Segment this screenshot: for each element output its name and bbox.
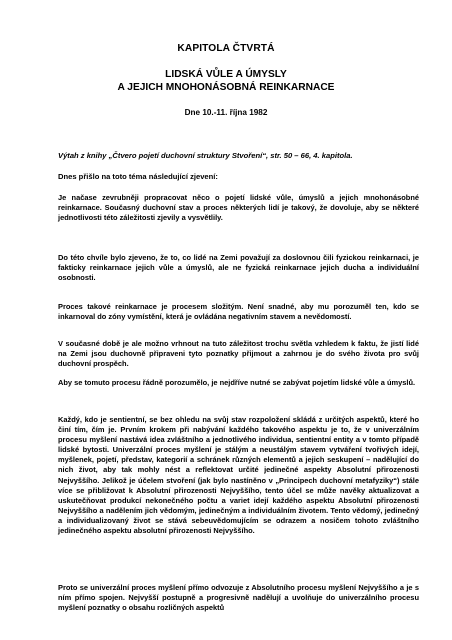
chapter-heading: KAPITOLA ČTVRTÁ <box>177 43 275 54</box>
paragraph-1: Je načase zevrubněji propracovat něco o pojetí lidské vůle, úmyslů a jejich mnohonásobné reinkarnace. Současný duchovní stav a proces některých lidí je takový, že dovoluje, aby se některé jednotlivosti této záležitosti zjevily a vysvětlily. <box>58 193 419 223</box>
paragraph-2: Do této chvíle bylo zjeveno, že to, co lidé na Zemi považují za doslovnou čili fyzickou reinkarnaci, je fakticky reinkarnace jejich vůle a úmyslů, ale ne fyzická reinkarnace jejich ducha a individuální osobnosti. <box>58 253 419 283</box>
paragraph-3: Proces takové reinkarnace je procesem složitým. Není snadné, aby mu porozuměl ten, kdo se inkarnoval do zóny vymístění, která je ovládána negativním stavem a nevědomostí. <box>58 302 419 322</box>
date-line: Dne 10.-11. října 1982 <box>184 108 268 117</box>
paragraph-5: Aby se tomuto procesu řádně porozumělo, je nejdříve nutné se zabývat pojetím lidské vůle a úmyslů. <box>58 378 416 387</box>
intro-line: Dnes přišlo na toto téma následující zjevení: <box>58 172 218 181</box>
title-line-1: LIDSKÁ VŮLE A ÚMYSLY <box>165 69 287 80</box>
paragraph-7: Proto se univerzální proces myšlení přímo odvozuje z Absolutního procesu myšlení Nejvyššího a je s ním přímo spojen. Nejvyšší postupně a progresivně nadělují a uvolňuje do univerzálního procesu myšlení poznatky o obsahu rozličných aspektů <box>58 583 419 613</box>
excerpt-source: Výtah z knihy „Čtvero pojetí duchovní struktury Stvoření“, str. 50 – 66, 4. kapitola. <box>58 151 353 160</box>
paragraph-4: V současné době je ale možno vrhnout na tuto záležitost trochu světla vzhledem k faktu, že jistí lidé na Zemi jsou duchovně připraveni tyto poznatky přijmout a zahrnou je do svého života pro svůj duchovní prospěch. <box>58 339 419 369</box>
title-line-2: A JEJICH MNOHONÁSOBNÁ REINKARNACE <box>117 82 335 93</box>
paragraph-6: Každý, kdo je sentientní, se bez ohledu na svůj stav rozpoložení skládá z určitých aspektů, které ho činí tím, čím je. Prvním krokem při nabývání každého takového aspektu je to, že v univerzálním procesu myšlení nastává idea zvláštního a jednotlivého individua, sentientní entity a v tomto případě lidské bytosti. Univerzální proces myšlení je stálým a neustálým stavem vytváření tvořivých idejí, myšlenek, pojetí, představ, kategorií a schránek různých elementů a jejich seskupení – nadělující do nich život, aby tak mohly nést a reflektovat určité jedinečné aspekty Absolutní přirozenosti Nejvyššího. Jelikož je účelem stvoření (jak bylo nastíněno v „Principech duchovní metafyziky“) stále více se přibližovat k Absolutní přirozenosti Nejvyššího, tento účel se může navěky aktualizovat a uskutečňovat produkcí nekonečného počtu a variet idejí každého aspektu Absolutní přirozenosti Nejvyššího a nadělením jich vědomým, jedinečným a individuálním životem. Tento vědomý, jedinečný a individualizovaný život se stává sebeuvědomujícím se odrazem a nosičem tohoto zvláštního jedinečného aspektu absolutní přirozenosti Nejvyššího. <box>58 415 419 536</box>
